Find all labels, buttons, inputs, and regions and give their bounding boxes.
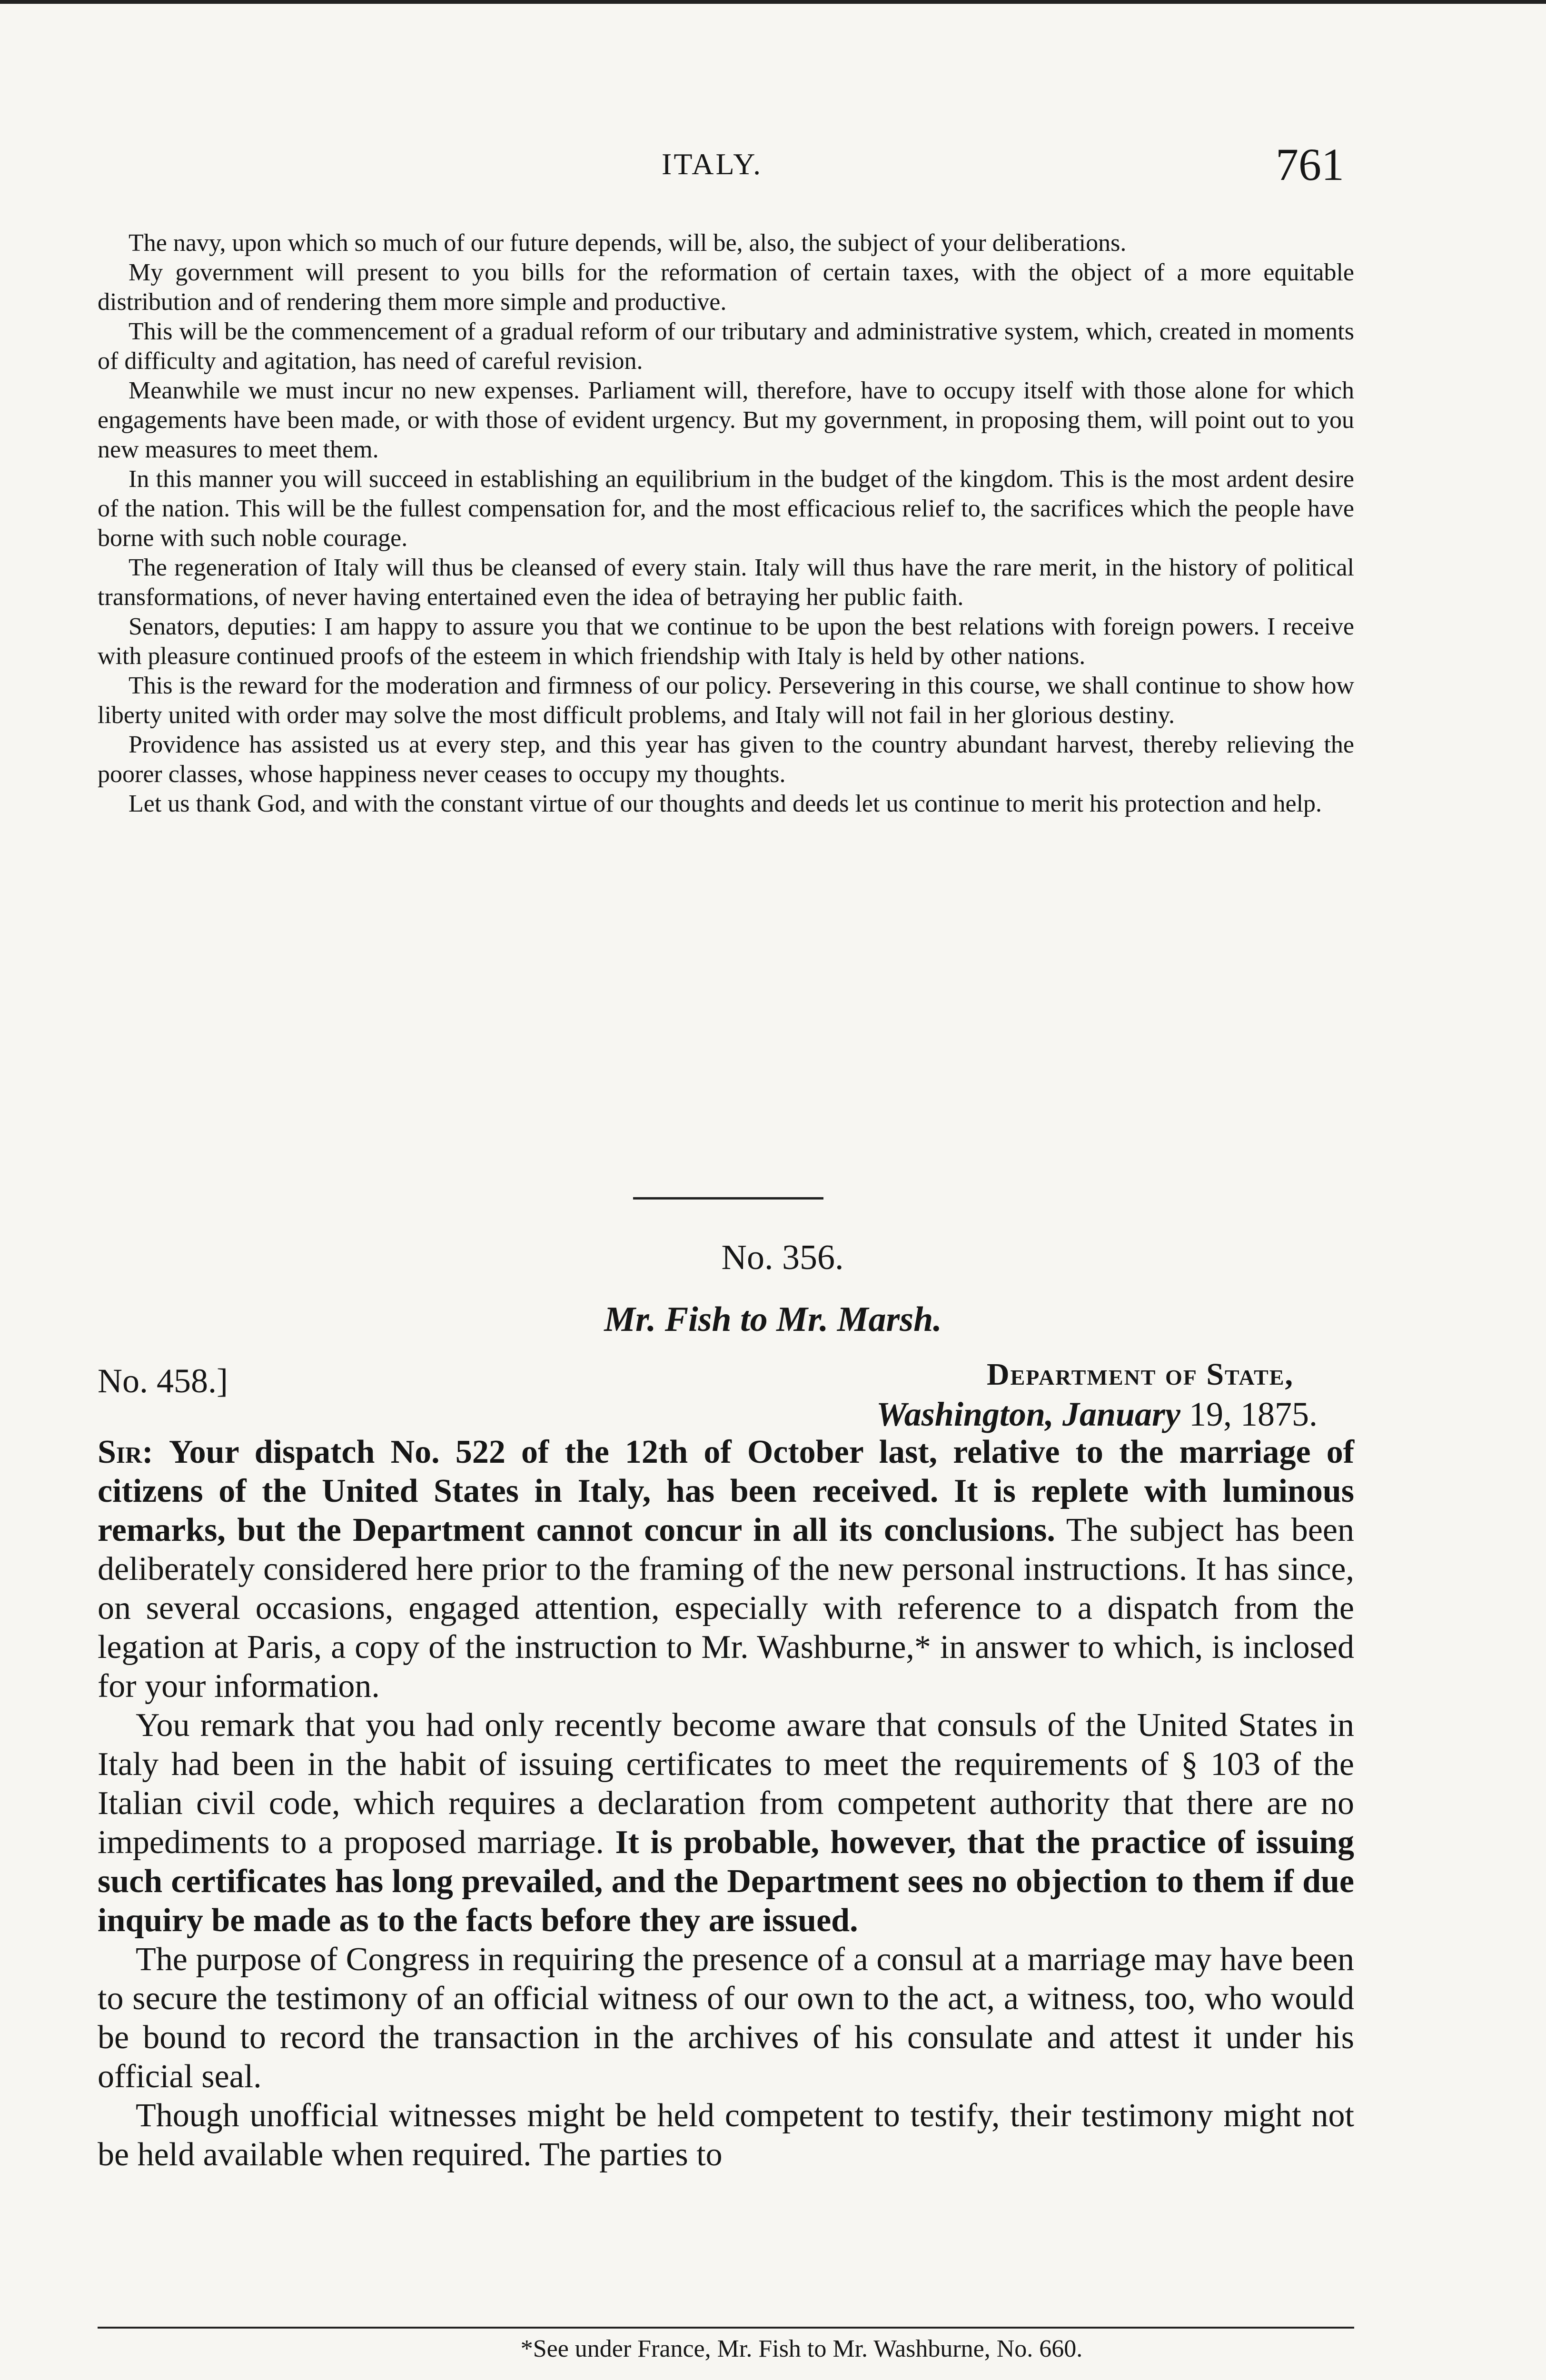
speech-paragraph: Let us thank God, and with the constant virtue of our thoughts and deeds let us continue to merit his protection and help. [129,790,1322,817]
speech-paragraph: This will be the commencement of a gradual reform of our tributary and administrative system, which, created in moments of difficulty and agitation, has need of careful revision. [98,318,1354,375]
speech-paragraph: In this manner you will succeed in establishing an equilibrium in the budget of the kingdom. This is the most ardent desire of the nation. This will be the fullest compensation for, and the most efficacious relief to, the sacrifices which the people have borne with such noble courage. [98,466,1354,552]
letter-paragraph [98,1706,1354,1940]
document-title: Mr. Fish to Mr. Marsh. [604,1300,942,1339]
speech-paragraph: Senators, deputies: I am happy to assure you that we continue to be upon the best relations with foreign powers. I receive with pleasure continued proofs of the esteem in which friendship with Italy is held by other nations. [98,613,1354,670]
letter-text: The subject has been deliberately considered here prior to the framing of the new personal instructions. It has since, on several occasions, engaged attention, especially with reference to a dispatch from the legation at Paris, a copy of the instruction to Mr. Washburne,* in answer to which, is inclosed for your information. [98,1512,1354,1705]
speech-paragraph: Meanwhile we must incur no new expenses. Parliament will, therefore, have to occupy itself with those alone for which engagements have been made, or with those of evident urgency. But my government, in proposing them, will point out to you new measures to meet them. [98,377,1354,463]
speech-paragraph: This is the reward for the moderation and firmness of our policy. Persevering in this course, we shall continue to show how liberty united with order may solve the most difficult problems, and Italy will not fail in her glorious destiny. [98,672,1354,729]
page-header [0,138,1546,195]
department-heading: Department of State, [986,1357,1294,1392]
document-number: No. 356. [721,1238,844,1277]
footnote-rule [98,2327,1354,2329]
letter-text: You remark that you had only recently become aware that consuls of the United States in Italy had been in the habit of issuing certificates to meet the requirements of § 103 of the Italian civil code, which requires a declaration from competent authority that there are no impediments to a proposed marriage. [98,1707,1354,1861]
letter-paragraph: Though unofficial witnesses might be held competent to testify, their testimony might not be held available when required. The parties to [98,2097,1354,2173]
speech-paragraph: My government will present to you bills for the reformation of certain taxes, with the object of a more equitable distribution and of rendering them more simple and productive. [98,259,1354,316]
dateline-day-year: 19, 1875. [1189,1395,1318,1433]
speech-paragraph: The navy, upon which so much of our future depends, will be, also, the subject of your deliberations. [129,229,1127,257]
section-divider [633,1197,823,1200]
dateline [876,1395,1318,1434]
speech-paragraph: The regeneration of Italy will thus be cleansed of every stain. Italy will thus have the rare merit, in the history of political transformations, of never having entertained even the idea of betraying her public faith. [98,554,1354,611]
top-border-rule [0,0,1546,4]
letter-body [98,1433,1354,2174]
page-number: 761 [1276,139,1344,190]
salutation: Sir: [98,1434,153,1470]
speech-paragraph: Providence has assisted us at every step, and this year has given to the country abundant harvest, thereby relieving the poorer classes, whose happiness never ceases to occupy my thoughts. [98,731,1354,788]
running-title: ITALY. [662,147,763,181]
dateline-month: January [1062,1395,1180,1433]
dispatch-number: No. 458.] [98,1362,228,1400]
speech-text [98,228,1354,819]
footnote: *See under France, Mr. Fish to Mr. Washburne, No. 660. [520,2335,1083,2362]
letter-paragraph [98,1433,1354,1706]
dateline-place: Washington, [876,1395,1054,1433]
letter-text-bold: It is probable, however, that the practice of issuing such certificates has long prevailed, and the Department sees no objection to them if due inquiry be made as to the facts before they are issued. [98,1824,1355,1939]
letter-paragraph: The purpose of Congress in requiring the presence of a consul at a marriage may have been to secure the testimony of an official witness of our own to the act, a witness, too, who would be bound to record the transaction in the archives of his consulate and attest it under his official seal. [98,1941,1354,2095]
letter-text-bold: Your dispatch No. 522 of the 12th of October last, relative to the marriage of citizens of the United States in Italy, has been received. It is replete with luminous remarks, but the Department cannot concur in all its conclusions. [98,1434,1355,1548]
